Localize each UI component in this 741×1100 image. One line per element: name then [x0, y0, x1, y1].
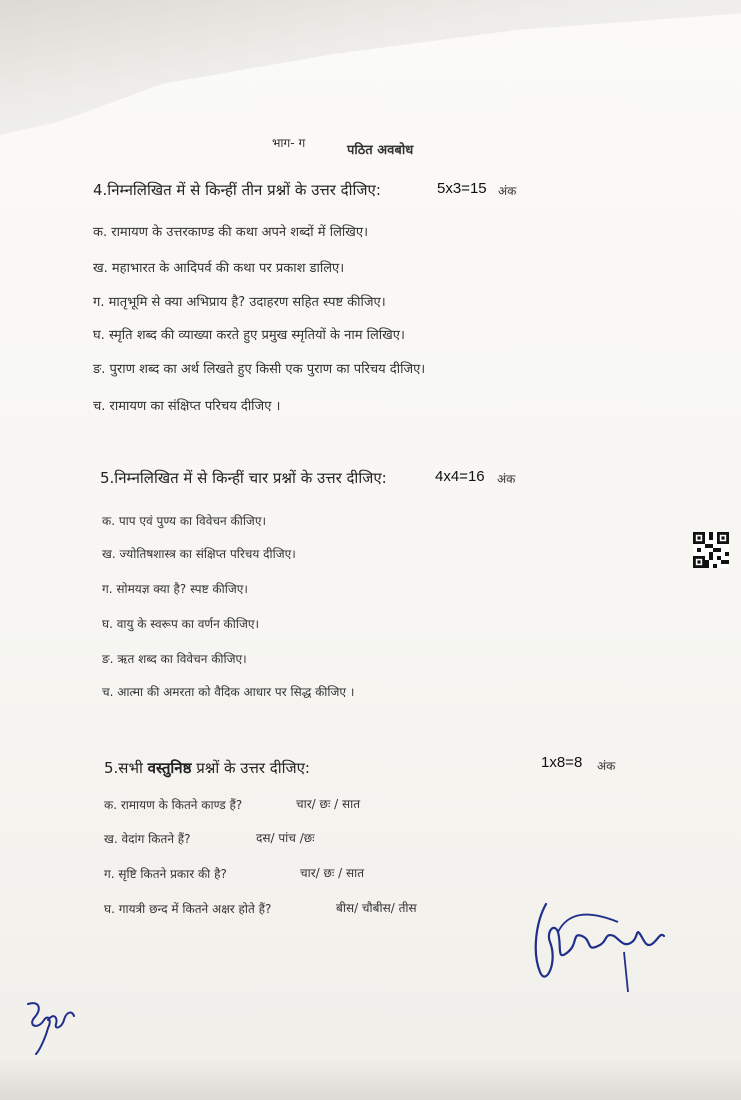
qr-code-icon [693, 532, 729, 572]
objective-options: बीस/ चौबीस/ तीस [336, 901, 417, 915]
section5a-marks: 4x4=16 [435, 468, 485, 485]
objective-options: दस/ पांच /छः [256, 831, 315, 845]
section4-marks: 5x3=15 [437, 180, 487, 197]
section5a-question: 5.निम्नलिखित में से किन्हीं चार प्रश्नों के उत्तर दीजिए: [100, 469, 387, 487]
section4-item: ङ. पुराण शब्द का अर्थ लिखते हुए किसी एक पुराण का परिचय दीजिए। [93, 362, 426, 377]
objective-options: चार/ छः / सात [296, 797, 361, 811]
section5b-marks: 1x8=8 [541, 754, 583, 771]
section5a-item: ङ. ऋत शब्द का विवेचन कीजिए। [102, 652, 247, 666]
objective-question: ख. वेदांग कितने हैं? [104, 832, 191, 846]
paper-bottom-shadow [0, 1060, 741, 1100]
section5a-item: घ. वायु के स्वरूप का वर्णन कीजिए। [102, 617, 260, 631]
section4-item: ख. महाभारत के आदिपर्व की कथा पर प्रकाश डालिए। [93, 261, 345, 276]
objective-question: घ. गायत्री छन्द में कितने अक्षर होते हैं? [104, 902, 272, 916]
section5a-item: क. पाप एवं पुण्य का विवेचन कीजिए। [102, 514, 267, 528]
section5b-marks-unit: अंक [597, 759, 616, 773]
section4-item: ग. मातृभूमि से क्या अभिप्राय है? उदाहरण सहित स्पष्ट कीजिए। [93, 295, 386, 310]
section4-marks-unit: अंक [498, 184, 517, 198]
objective-options: चार/ छः / सात [300, 866, 365, 880]
section-title: पठित अवबोध [347, 143, 414, 158]
section5b-question: 5.सभी वस्तुनिष्ठ प्रश्नों के उत्तर दीजिए: [104, 759, 310, 777]
section5a-item: ग. सोमयज्ञ क्या है? स्पष्ट कीजिए। [102, 582, 248, 596]
section4-item: च. रामायण का संक्षिप्त परिचय दीजिए । [93, 399, 281, 414]
objective-question: क. रामायण के कितने काण्ड हैं? [104, 798, 243, 812]
initials-mark [18, 990, 88, 1060]
section5a-item: च. आत्मा की अमरता को वैदिक आधार पर सिद्ध कीजिए । [102, 685, 355, 699]
paper-fold-shadow [0, 0, 741, 135]
objective-question: ग. सृष्टि कितने प्रकार की है? [104, 867, 227, 881]
section5a-item: ख. ज्योतिषशास्त्र का संक्षिप्त परिचय दीजिए। [102, 547, 296, 561]
section4-item: क. रामायण के उत्तरकाण्ड की कथा अपने शब्दों में लिखिए। [93, 225, 369, 240]
section5a-marks-unit: अंक [497, 472, 516, 486]
signature-mark [528, 892, 678, 1002]
section4-question: 4.निम्नलिखित में से किन्हीं तीन प्रश्नों के उत्तर दीजिए: [93, 181, 381, 199]
section4-item: घ. स्मृति शब्द की व्याख्या करते हुए प्रमुख स्मृतियों के नाम लिखिए। [93, 328, 405, 343]
part-label: भाग- ग [272, 136, 306, 150]
